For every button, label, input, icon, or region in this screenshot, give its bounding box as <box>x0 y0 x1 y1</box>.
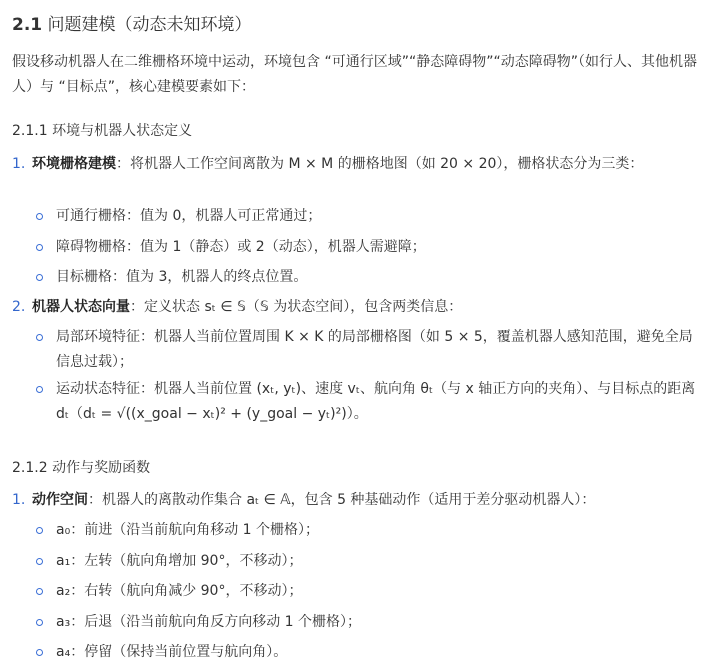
bullet-icon <box>36 386 43 393</box>
item-label: 动作空间 <box>32 492 88 508</box>
bullet-text: a₃：后退（沿当前航向角反方向移动 1 个栅格）； <box>56 614 361 630</box>
bullet-icon <box>36 213 43 220</box>
bullet-icon <box>36 649 43 656</box>
item-text: ：机器人的离散动作集合 aₜ ∈ 𝔸，包含 5 种基础动作（适用于差分驱动机器人）： <box>88 492 596 508</box>
item-label: 环境栅格建模 <box>32 156 116 172</box>
list-item-action-space <box>12 488 702 513</box>
bullet-text: a₂：右转（航向角减少 90°，不移动）； <box>56 583 303 599</box>
bullet-icon <box>36 558 43 565</box>
list-item <box>36 377 696 427</box>
bullet-icon <box>36 588 43 595</box>
bullet-text: 局部环境特征：机器人当前位置周围 K × K 的局部栅格图（如 5 × 5，覆盖机器人感知范围，避免全局信息过载）； <box>56 329 693 370</box>
bullet-text: a₁：左转（航向角增加 90°，不移动）； <box>56 553 303 569</box>
list-number: 1. <box>12 492 26 508</box>
list-item <box>36 610 696 635</box>
list-item-robot-state <box>12 295 702 320</box>
item-text: ：定义状态 sₜ ∈ 𝕊（𝕊 为状态空间），包含两类信息： <box>130 299 463 315</box>
subsection-heading-2-1-2: 2.1.2 动作与奖励函数 <box>12 460 151 476</box>
bullet-text: a₀：前进（沿当前航向角移动 1 个栅格）； <box>56 522 319 538</box>
item-label: 机器人状态向量 <box>32 299 130 315</box>
bullet-text: 障碍物栅格：值为 1（静态）或 2（动态），机器人需避障； <box>56 239 426 255</box>
subsection-heading-2-1-1: 2.1.1 环境与机器人状态定义 <box>12 123 193 139</box>
section-title: 问题建模（动态未知环境） <box>42 15 252 35</box>
list-item <box>36 265 696 290</box>
list-item <box>36 579 696 604</box>
bullet-text: a₄：停留（保持当前位置与航向角）。 <box>56 644 288 660</box>
bullet-icon <box>36 244 43 251</box>
bullet-text: 目标栅格：值为 3，机器人的终点位置。 <box>56 269 308 285</box>
list-number: 1. <box>12 156 26 172</box>
list-item <box>36 235 696 260</box>
bullet-text: 运动状态特征：机器人当前位置 (xₜ, yₜ)、速度 vₜ、航向角 θₜ（与 x 轴正方向的夹角）、与目标点的距离 dₜ（dₜ = √((x_goal − xₜ)² + (y_goal − yₜ)²)）。 <box>56 381 696 422</box>
list-number: 2. <box>12 299 26 315</box>
bullet-icon <box>36 527 43 534</box>
section-number: 2.1 <box>12 15 43 35</box>
list-item <box>36 204 696 229</box>
bullet-icon <box>36 274 43 281</box>
bullet-text: 可通行栅格：值为 0，机器人可正常通过； <box>56 208 322 224</box>
intro-paragraph: 假设移动机器人在二维栅格环境中运动，环境包含 “可通行区域”“静态障碍物”“动态障碍物”（如行人、其他机器人）与 “目标点”，核心建模要素如下： <box>12 54 697 95</box>
list-item <box>36 325 696 375</box>
section-heading <box>12 10 252 35</box>
item-text: ：将机器人工作空间离散为 M × M 的栅格地图（如 20 × 20），栅格状态分为三类： <box>116 156 644 172</box>
list-item <box>36 518 696 543</box>
bullet-icon <box>36 334 43 341</box>
list-item-environment-grid <box>12 152 702 177</box>
list-item <box>36 549 696 574</box>
list-item <box>36 640 696 665</box>
bullet-icon <box>36 619 43 626</box>
